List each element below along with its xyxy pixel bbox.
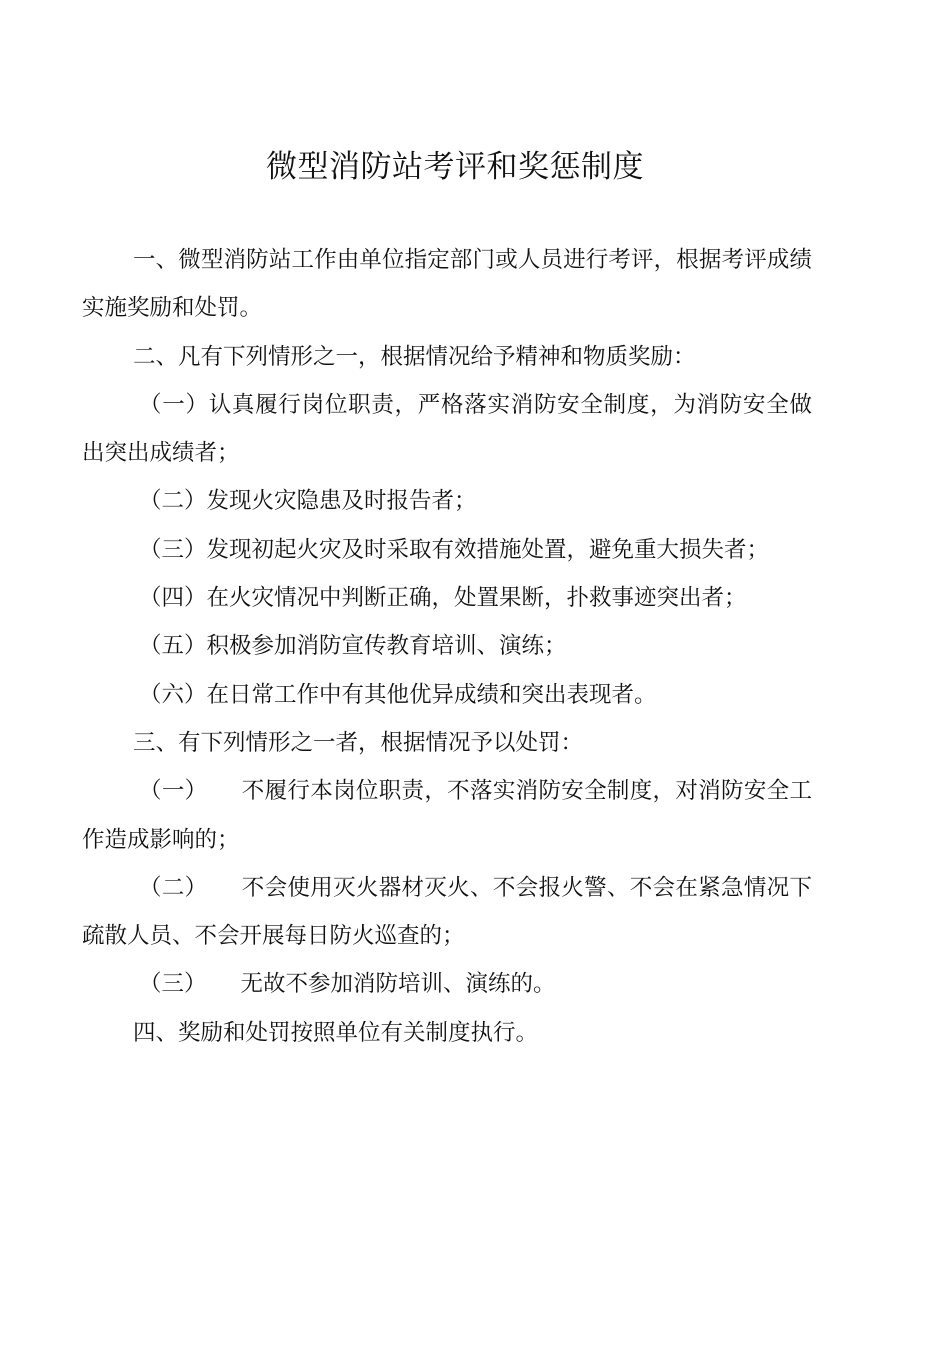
paragraph-4: 四、奖励和处罚按照单位有关制度执行。 <box>133 1019 539 1046</box>
penalty-item-3 <box>82 960 812 1008</box>
document-body <box>82 236 812 1057</box>
penalty-item-2-marker: （二） <box>139 874 208 901</box>
reward-item-2: （二）发现火灾隐患及时报告者； <box>139 488 477 515</box>
penalty-item-1-marker: （一） <box>139 778 208 805</box>
penalty-item-1-text: 不履行本岗位职责，不落实消防安全制度，对消防安全工作造成影响的； <box>82 778 812 853</box>
penalty-item-2 <box>82 864 812 961</box>
paragraph-2: 二、凡有下列情形之一，根据情况给予精神和物质奖励： <box>133 343 696 370</box>
reward-item-1: （一）认真履行岗位职责，严格落实消防安全制度，为消防安全做出突出成绩者； <box>82 391 812 467</box>
penalty-item-3-text: 无故不参加消防培训、演练的。 <box>240 971 556 998</box>
penalty-item-1 <box>82 767 812 864</box>
paragraph-1: 一、微型消防站工作由单位指定部门或人员进行考评，根据考评成绩实施奖励和处罚。 <box>82 247 812 322</box>
reward-item-5: （五）积极参加消防宣传教育培训、演练； <box>139 633 567 660</box>
reward-item-4: （四）在火灾情况中判断正确，处置果断，扑救事迹突出者； <box>139 585 747 612</box>
reward-item-3: （三）发现初起火灾及时采取有效措施处置，避免重大损失者； <box>139 536 770 563</box>
reward-item-6: （六）在日常工作中有其他优异成绩和突出表现者。 <box>139 681 657 708</box>
penalty-item-3-marker: （三） <box>139 971 207 998</box>
penalty-item-2-text: 不会使用灭火器材灭火、不会报火警、不会在紧急情况下疏散人员、不会开展每日防火巡查的； <box>82 874 812 950</box>
document-title: 微型消防站考评和奖惩制度 <box>266 149 644 185</box>
paragraph-3: 三、有下列情形之一者，根据情况予以处罚： <box>133 729 584 756</box>
